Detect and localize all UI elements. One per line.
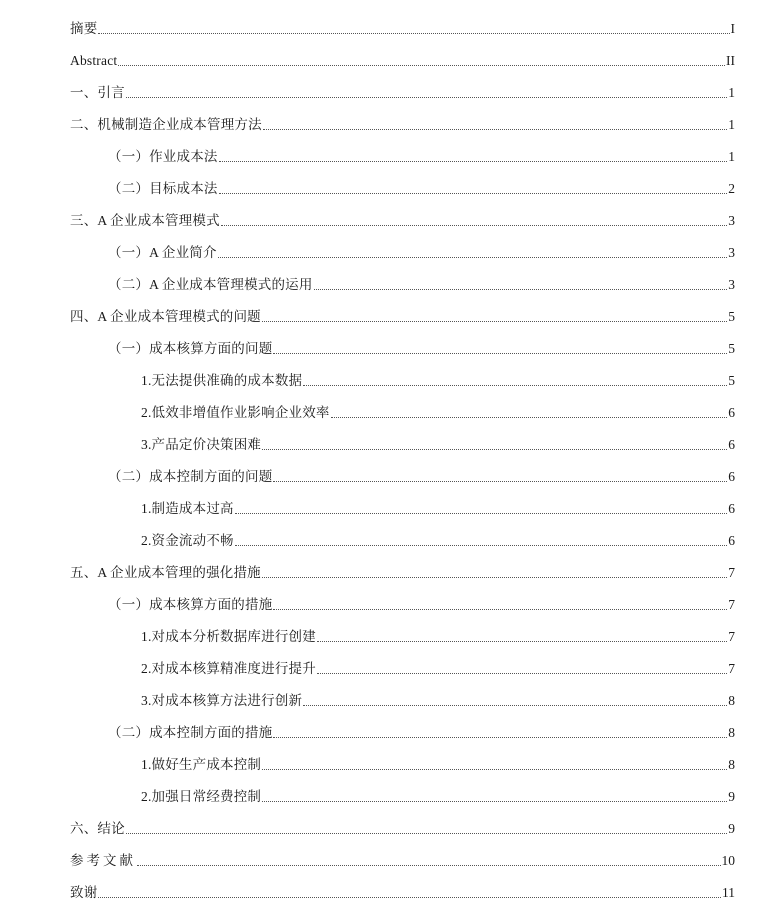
- toc-entry-title: 2.加强日常经费控制: [141, 789, 262, 804]
- toc-entry-title: Abstract: [70, 53, 118, 68]
- toc-entry-references[interactable]: [70, 848, 735, 870]
- dot-leader: [303, 385, 727, 386]
- toc-entry-page: 8: [728, 725, 735, 740]
- dot-leader: [219, 161, 728, 162]
- toc-entry-page: 7: [728, 629, 735, 644]
- dot-leader: [273, 353, 727, 354]
- toc-entry-section-5-2-2[interactable]: [141, 784, 735, 806]
- toc-entry-title: （二）A 企业成本管理模式的运用: [108, 277, 313, 292]
- dot-leader: [317, 673, 727, 674]
- toc-entry-page: 6: [728, 533, 735, 548]
- toc-entry-section-3[interactable]: [70, 208, 735, 230]
- toc-entry-title: 一、引言: [70, 85, 125, 100]
- toc-entry-title: 五、A 企业成本管理的强化措施: [70, 565, 261, 580]
- toc-entry-page: 10: [721, 853, 735, 868]
- toc-entry-page: 11: [722, 885, 735, 900]
- toc-entry-section-1[interactable]: [70, 80, 735, 102]
- toc-entry-page: 3: [728, 245, 735, 260]
- toc-entry-title: （一）作业成本法: [108, 149, 218, 164]
- toc-entry-section-2-1[interactable]: [108, 144, 735, 166]
- toc-entry-page: 5: [728, 309, 735, 324]
- toc-entry-section-4-1-2[interactable]: [141, 400, 735, 422]
- toc-entry-title: 3.对成本核算方法进行创新: [141, 693, 303, 708]
- toc-entry-section-4-2-1[interactable]: [141, 496, 735, 518]
- dot-leader: [118, 65, 725, 66]
- toc-entry-page: 8: [728, 757, 735, 772]
- toc-entry-section-3-2[interactable]: [108, 272, 735, 294]
- dot-leader: [273, 481, 727, 482]
- toc-entry-section-6[interactable]: [70, 816, 735, 838]
- toc-entry-section-4[interactable]: [70, 304, 735, 326]
- toc-entry-acknowledgements[interactable]: [70, 880, 735, 902]
- toc-entry-title: 2.对成本核算精准度进行提升: [141, 661, 316, 676]
- toc-entry-section-5-1-3[interactable]: [141, 688, 735, 710]
- dot-leader: [235, 545, 728, 546]
- toc-entry-section-4-2-2[interactable]: [141, 528, 735, 550]
- dot-leader: [273, 737, 727, 738]
- toc-entry-page: 6: [728, 405, 735, 420]
- toc-entry-title: 3.产品定价决策困难: [141, 437, 262, 452]
- toc-entry-page: II: [726, 53, 735, 68]
- toc-entry-title: （二）目标成本法: [108, 181, 218, 196]
- toc-entry-title: （一）成本核算方面的问题: [108, 341, 273, 356]
- toc-entry-section-5-1-1[interactable]: [141, 624, 735, 646]
- dot-leader: [221, 225, 727, 226]
- toc-entry-title: 2.低效非增值作业影响企业效率: [141, 405, 330, 420]
- dot-leader: [262, 577, 727, 578]
- toc-entry-abstract-cn[interactable]: [70, 16, 735, 38]
- dot-leader: [126, 97, 727, 98]
- dot-leader: [314, 289, 728, 290]
- toc-entry-title: （一）成本核算方面的措施: [108, 597, 273, 612]
- toc-entry-section-5-1[interactable]: [108, 592, 735, 614]
- toc-entry-page: 2: [728, 181, 735, 196]
- toc-entry-page: 1: [728, 149, 735, 164]
- toc-entry-page: 9: [728, 789, 735, 804]
- toc-entry-section-5-2[interactable]: [108, 720, 735, 742]
- toc-entry-page: 8: [728, 693, 735, 708]
- dot-leader: [98, 33, 729, 34]
- dot-leader: [273, 609, 727, 610]
- dot-leader: [263, 129, 727, 130]
- toc-entry-page: 6: [728, 469, 735, 484]
- toc-entry-page: I: [730, 21, 735, 36]
- toc-entry-page: 3: [728, 213, 735, 228]
- dot-leader: [218, 257, 728, 258]
- toc-entry-page: 6: [728, 501, 735, 516]
- toc-entry-section-4-1[interactable]: [108, 336, 735, 358]
- toc-entry-section-4-1-1[interactable]: [141, 368, 735, 390]
- toc-entry-section-3-1[interactable]: [108, 240, 735, 262]
- toc-entry-title: 致谢: [70, 885, 98, 900]
- dot-leader: [303, 705, 727, 706]
- dot-leader: [98, 897, 721, 898]
- toc-entry-page: 1: [728, 117, 735, 132]
- toc-entry-section-4-1-3[interactable]: [141, 432, 735, 454]
- toc-entry-section-4-2[interactable]: [108, 464, 735, 486]
- toc-entry-page: 5: [728, 373, 735, 388]
- toc-entry-page: 7: [728, 565, 735, 580]
- toc-entry-title: 2.资金流动不畅: [141, 533, 234, 548]
- dot-leader: [126, 833, 727, 834]
- toc-entry-section-2[interactable]: [70, 112, 735, 134]
- toc-entry-title: 六、结论: [70, 821, 125, 836]
- toc-entry-title: 三、A 企业成本管理模式: [70, 213, 220, 228]
- toc-entry-section-5-2-1[interactable]: [141, 752, 735, 774]
- toc-entry-title: 摘要: [70, 21, 98, 36]
- dot-leader: [317, 641, 727, 642]
- dot-leader: [219, 193, 728, 194]
- toc-entry-title: 四、A 企业成本管理模式的问题: [70, 309, 261, 324]
- toc-entry-section-5-1-2[interactable]: [141, 656, 735, 678]
- dot-leader: [137, 865, 721, 866]
- toc-entry-page: 9: [728, 821, 735, 836]
- toc-entry-section-5[interactable]: [70, 560, 735, 582]
- toc-entry-title: （一）A 企业简介: [108, 245, 217, 260]
- toc-entry-page: 7: [728, 661, 735, 676]
- toc-entry-page: 3: [728, 277, 735, 292]
- toc-entry-title: 1.做好生产成本控制: [141, 757, 262, 772]
- toc-entry-abstract-en[interactable]: [70, 48, 735, 70]
- toc-entry-title: 1.制造成本过高: [141, 501, 234, 516]
- toc-entry-title: 1.对成本分析数据库进行创建: [141, 629, 316, 644]
- dot-leader: [262, 449, 727, 450]
- toc-entry-title: 二、机械制造企业成本管理方法: [70, 117, 262, 132]
- dot-leader: [331, 417, 728, 418]
- toc-entry-title: 参考文献: [70, 853, 136, 868]
- toc-entry-title: 1.无法提供准确的成本数据: [141, 373, 303, 388]
- dot-leader: [262, 801, 727, 802]
- toc-entry-page: 1: [728, 85, 735, 100]
- dot-leader: [262, 769, 727, 770]
- toc-entry-page: 6: [728, 437, 735, 452]
- dot-leader: [235, 513, 728, 514]
- toc-entry-page: 7: [728, 597, 735, 612]
- toc-entry-section-2-2[interactable]: [108, 176, 735, 198]
- toc-entry-title: （二）成本控制方面的措施: [108, 725, 273, 740]
- toc-entry-title: （二）成本控制方面的问题: [108, 469, 273, 484]
- dot-leader: [262, 321, 727, 322]
- toc-entry-page: 5: [728, 341, 735, 356]
